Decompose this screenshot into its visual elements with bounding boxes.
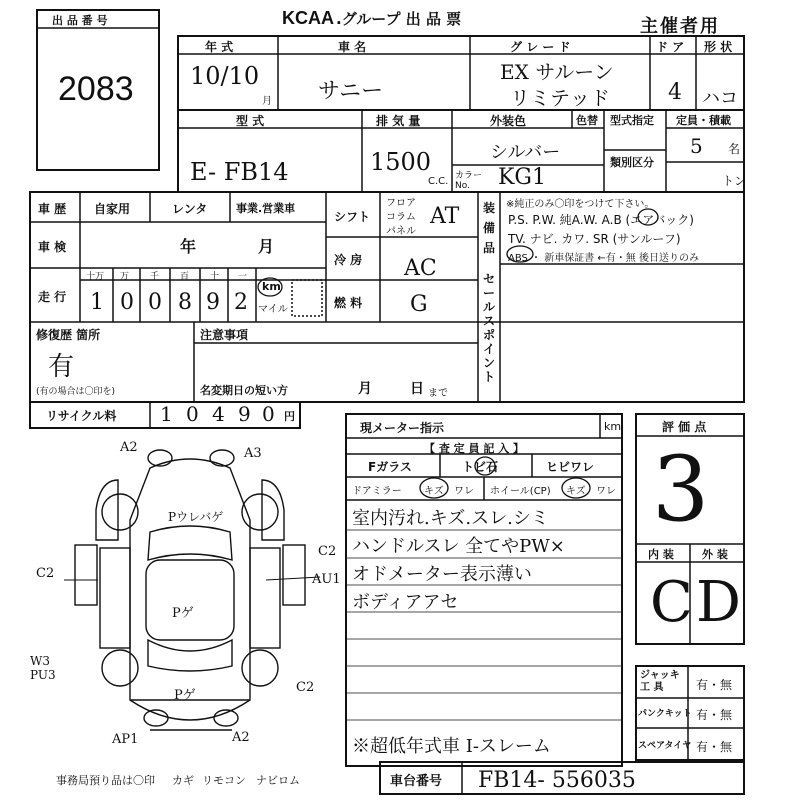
color-number-label: カラー No. <box>455 171 483 191</box>
mileage-digit: 1 <box>90 290 104 315</box>
mile-unit: マイル <box>258 304 288 315</box>
unit-100: 百 <box>180 272 190 282</box>
damage-mark: C2 <box>36 566 55 581</box>
panel-mark: Pゲ <box>172 606 194 621</box>
mileage-digit: 0 <box>148 290 162 315</box>
color-number-value: KG1 <box>498 165 547 190</box>
shift-label: シフト <box>334 210 371 224</box>
ac-value: AC <box>404 256 437 281</box>
inspection-month: 月 <box>258 237 275 256</box>
expiry-month: 月 <box>358 381 372 397</box>
notes-label: 注意事項 <box>200 328 249 342</box>
office-item-remote: リモコン <box>202 774 246 787</box>
unit-10k: 万 <box>120 272 130 282</box>
mirror-label: ドアミラー <box>352 486 402 497</box>
km-unit: km <box>262 280 281 293</box>
capacity-value: 5 <box>690 134 703 158</box>
interior-grade: C <box>650 570 693 635</box>
repair-value: 有 <box>48 352 75 382</box>
sales-point-label: セールスポイント <box>483 272 496 384</box>
spare-tire-label: スペアタイヤ <box>638 741 692 751</box>
recycle-unit: 円 <box>284 410 295 423</box>
unit-1: 一 <box>238 272 248 282</box>
damage-mark: A2 <box>232 730 250 745</box>
chassis-value: FB14- 556035 <box>478 768 636 793</box>
displacement-value: 1500 <box>370 148 432 176</box>
chassis-label: 車台番号 <box>390 774 443 789</box>
shift-panel: パネル <box>386 226 416 237</box>
expiry-day: 日 <box>410 381 424 397</box>
year-label: 年 式 <box>205 40 234 54</box>
model-value: E- FB14 <box>190 158 289 186</box>
glass-label: Fガラス <box>368 460 412 474</box>
month-suffix: 月 <box>262 96 272 107</box>
repaint-label: 色替 <box>576 114 598 127</box>
interior-label: 内 装 <box>648 548 674 561</box>
equipment-line2: TV. ナビ. カワ. SR (サンルーフ) <box>508 232 681 246</box>
organizer-copy-label: 主催者用 <box>640 16 720 37</box>
doors-label: ド ア <box>656 40 685 54</box>
unit-10: 十 <box>210 272 220 282</box>
history-private: 自家用 <box>94 202 131 216</box>
mileage-digit: 0 <box>120 290 134 315</box>
equipment-line1: P.S. P.W. 純A.W. A.B (エアバック) <box>508 213 694 227</box>
office-label: 事務局預り品は〇印 <box>56 774 155 787</box>
comment-line: ハンドルスレ 全てやPW× <box>352 536 565 557</box>
ac-label: 冷 房 <box>334 253 363 267</box>
comment-line: 室内汚れ.キズ.スレ.シミ <box>352 508 549 529</box>
capacity-label: 定員・積載 <box>676 114 731 127</box>
mileage-label: 走 行 <box>38 290 67 304</box>
damage-mark: W3 PU3 <box>30 654 56 682</box>
office-item-navrom: ナビロム <box>256 774 300 787</box>
mileage-digit: 8 <box>178 290 192 315</box>
jack-label: ジャッキ 工 具 <box>640 670 680 693</box>
damage-mark: AP1 <box>112 732 139 747</box>
recycle-digit: 9 <box>238 402 251 426</box>
comment-line: ボディアアセ <box>352 592 459 613</box>
damage-mark: A2 <box>120 440 138 455</box>
history-label: 車 歴 <box>38 202 67 216</box>
meter-label: 現メーター指示 <box>360 421 445 435</box>
damage-mark: AU1 <box>312 572 341 587</box>
wheel-crack: ワレ <box>596 486 616 497</box>
meter-unit: km <box>604 420 622 433</box>
damage-mark: C2 <box>318 544 337 559</box>
type-spec-label: 型式指定 <box>610 114 654 127</box>
equipment-note: ※純正のみ〇印をつけて下さい。 <box>506 199 655 210</box>
mileage-digit: 2 <box>234 290 248 315</box>
class-label: 類別区分 <box>610 156 654 169</box>
shape-label: 形 状 <box>704 40 733 54</box>
panel-mark: Pゲ <box>174 688 196 703</box>
lot-number-label: 出 品 番 号 <box>52 14 108 27</box>
jack-yes-no: 有・無 <box>696 678 733 692</box>
history-business: 事業.営業車 <box>236 202 296 215</box>
lot-number: 2083 <box>58 70 134 108</box>
equipment-line3: ABS ・ 新車保証書 ←有・無 後日送りのみ <box>508 253 699 264</box>
puncture-yes-no: 有・無 <box>696 708 733 722</box>
recycle-label: リサイクル料 <box>46 409 117 423</box>
mirror-scratch: キズ <box>424 486 444 497</box>
shift-floor: フロア <box>386 198 416 209</box>
expiry-label: 名変期日の短い方 <box>200 384 288 397</box>
form-title: .グループ 出 品 票 <box>336 10 462 28</box>
unit-100k: 十万 <box>86 272 105 282</box>
displacement-unit: C.C. <box>428 176 449 187</box>
fuel-label: 燃 料 <box>334 296 363 310</box>
shift-column: コラム <box>386 212 416 223</box>
damage-mark: C2 <box>296 680 315 695</box>
wheel-scratch: キズ <box>566 486 586 497</box>
inspector-footer-note: ※超低年式車 I-スレーム <box>352 736 551 757</box>
score-value: 3 <box>652 437 710 542</box>
recycle-digit: 0 <box>186 402 199 426</box>
grade-line1: EX サルーン <box>500 60 614 84</box>
inspector-title: 【 査 定 員 記 入 】 <box>424 442 524 455</box>
doors-value: 4 <box>668 80 682 105</box>
capacity-unit: 名 <box>728 142 741 156</box>
exterior-label: 外 装 <box>702 548 728 561</box>
expiry-until: まで <box>428 388 448 399</box>
score-label: 評 価 点 <box>662 420 707 434</box>
color-value: シルバー <box>490 142 561 163</box>
fuel-value: G <box>410 292 428 317</box>
recycle-digit: 1 <box>160 402 173 426</box>
make-label: 車 名 <box>338 40 367 54</box>
mirror-crack: ワレ <box>454 486 474 497</box>
puncture-kit-label: パンクキット <box>638 709 692 719</box>
exterior-grade: D <box>696 570 741 635</box>
glass-chip: トビ石 <box>462 460 499 474</box>
make-value: サニー <box>318 79 384 104</box>
equipment-label: 装備品 <box>483 201 496 255</box>
grade-label: グ レ ー ド <box>510 40 571 54</box>
brand-logo: KCAA <box>282 8 334 28</box>
office-item-key: カギ <box>172 774 194 787</box>
comment-line: オドメーター表示薄い <box>352 564 532 585</box>
inspection-year: 年 <box>180 237 197 256</box>
shape-value: ハコ <box>702 88 738 109</box>
shift-value: AT <box>430 204 460 229</box>
damage-mark: A3 <box>244 446 262 461</box>
recycle-digit: 0 <box>262 402 275 426</box>
displacement-label: 排 気 量 <box>376 114 421 128</box>
recycle-digit: 4 <box>212 402 225 426</box>
year-value: 10/10 <box>190 62 260 90</box>
history-rental: レンタ <box>172 202 208 216</box>
unit-1k: 千 <box>150 272 160 282</box>
grade-line2: リミテッド <box>510 86 610 110</box>
model-label: 型 式 <box>236 114 265 128</box>
repair-label: 修復歴 箇所 <box>36 328 101 342</box>
spare-yes-no: 有・無 <box>696 740 733 754</box>
wheel-label: ホイール(CP) <box>490 486 551 497</box>
inspection-label: 車 検 <box>38 240 67 254</box>
mileage-digit: 9 <box>206 290 220 315</box>
color-label: 外装色 <box>490 114 527 128</box>
panel-mark: Pウレバゲ <box>168 510 224 524</box>
glass-crack: ヒビワレ <box>546 460 595 474</box>
ton-unit: トン <box>722 174 747 188</box>
repair-note: (有の場合は〇印を) <box>36 387 116 397</box>
